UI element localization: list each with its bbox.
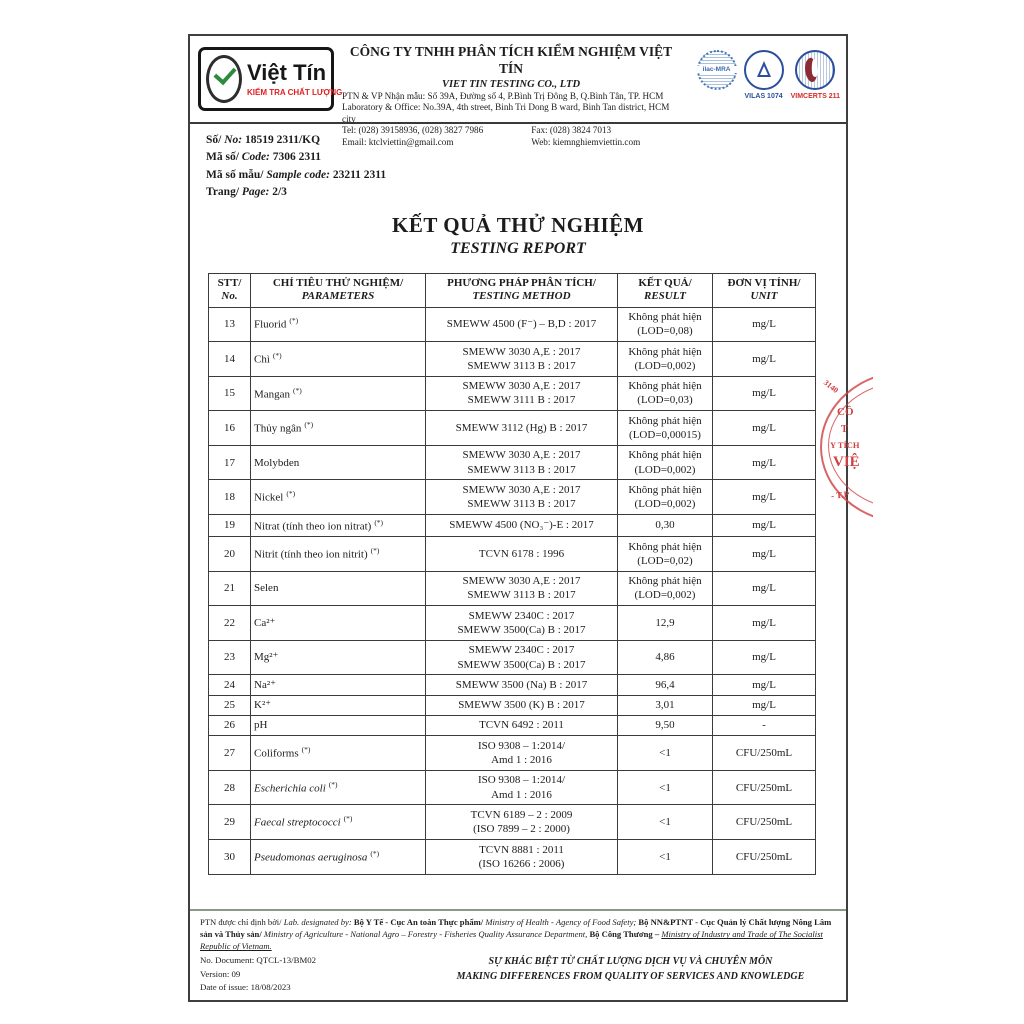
cell-unit: mg/L xyxy=(713,307,816,342)
col-unit: ĐƠN VỊ TÍNH/ UNIT xyxy=(713,274,816,308)
cell-result: 3,01 xyxy=(618,695,713,715)
cell-method: SMEWW 3112 (Hg) B : 2017 xyxy=(426,411,618,446)
cell-parameter: pH xyxy=(251,715,426,735)
fax: Fax: (028) 3824 7013 xyxy=(531,125,612,136)
page-footer xyxy=(190,909,846,1000)
cell-parameter: Thủy ngân (*) xyxy=(251,411,426,446)
cell-method: TCVN 6178 : 1996 xyxy=(426,537,618,572)
vimcerts-badge xyxy=(791,50,840,100)
sample-code-line: Mã số mẫu/ Sample code: 23211 2311 xyxy=(206,168,387,181)
table-header-row xyxy=(209,274,816,308)
cell-result: Không phát hiện (LOD=0,002) xyxy=(618,480,713,515)
table-row xyxy=(209,736,816,771)
cell-unit: mg/L xyxy=(713,342,816,377)
cell-parameter: Escherichia coli (*) xyxy=(251,770,426,805)
slogan-vi: SỰ KHÁC BIỆT TỪ CHẤT LƯỢNG DỊCH VỤ VÀ CHUYÊN MÔN xyxy=(488,956,773,968)
cell-unit: CFU/250mL xyxy=(713,736,816,771)
company-info xyxy=(342,44,680,148)
cell-method: SMEWW 3030 A,E : 2017 SMEWW 3113 B : 2017 xyxy=(426,342,618,377)
vimcerts-label: VIMCERTS 211 xyxy=(790,93,840,100)
cell-no: 20 xyxy=(209,537,251,572)
slogan-en: MAKING DIFFERENCES FROM QUALITY OF SERVICES AND KNOWLEDGE xyxy=(456,971,805,983)
table-row xyxy=(209,515,816,537)
cell-unit: mg/L xyxy=(713,445,816,480)
website: Web: kiemnghiemviettin.com xyxy=(531,136,641,147)
cell-parameter: K²⁺ xyxy=(251,695,426,715)
cell-method: SMEWW 4500 (F⁻) – B,D : 2017 xyxy=(426,307,618,342)
cell-parameter: Pseudomonas aeruginosa (*) xyxy=(251,840,426,875)
cell-parameter: Faecal streptococci (*) xyxy=(251,805,426,840)
cell-result: 9,50 xyxy=(618,715,713,735)
table-row xyxy=(209,675,816,695)
email: Email: ktclviettin@gmail.com xyxy=(342,136,454,147)
cell-parameter: Coliforms (*) xyxy=(251,736,426,771)
cell-result: Không phát hiện (LOD=0,02) xyxy=(618,537,713,572)
cell-no: 21 xyxy=(209,571,251,606)
cell-parameter: Na²⁺ xyxy=(251,675,426,695)
cell-result: 96,4 xyxy=(618,675,713,695)
table-row xyxy=(209,606,816,641)
cell-result: <1 xyxy=(618,736,713,771)
cell-result: Không phát hiện (LOD=0,002) xyxy=(618,445,713,480)
cell-parameter: Mg²⁺ xyxy=(251,640,426,675)
cell-no: 15 xyxy=(209,376,251,411)
vilas-emblem-icon xyxy=(744,50,784,90)
document-control-block xyxy=(200,954,429,994)
cell-parameter: Nickel (*) xyxy=(251,480,426,515)
vilas-label: VILAS 1074 xyxy=(744,93,783,100)
col-method: PHƯƠNG PHÁP PHÂN TÍCH/ TESTING METHOD xyxy=(426,274,618,308)
stamp-ring-icon xyxy=(820,370,873,524)
table-row xyxy=(209,537,816,572)
cell-result: <1 xyxy=(618,840,713,875)
accreditation-badges xyxy=(688,44,840,100)
company-name-vi: CÔNG TY TNHH PHÂN TÍCH KIỂM NGHIỆM VIỆT TÍN xyxy=(349,44,673,76)
table-row xyxy=(209,411,816,446)
cell-unit: mg/L xyxy=(713,606,816,641)
cell-method: TCVN 6189 – 2 : 2009 (ISO 7899 – 2 : 2000) xyxy=(426,805,618,840)
cell-result: Không phát hiện (LOD=0,00015) xyxy=(618,411,713,446)
cell-unit: mg/L xyxy=(713,695,816,715)
cell-result: 4,86 xyxy=(618,640,713,675)
cell-parameter: Nitrat (tính theo ion nitrat) (*) xyxy=(251,515,426,537)
title-en: TESTING REPORT xyxy=(450,240,586,257)
table-row xyxy=(209,770,816,805)
col-no: STT/ No. xyxy=(209,274,251,308)
footer-doc-number: No. Document: QTCL-13/BM02 xyxy=(200,955,317,966)
col-parameters: CHỈ TIÊU THỬ NGHIỆM/ PARAMETERS xyxy=(251,274,426,308)
cell-parameter: Ca²⁺ xyxy=(251,606,426,641)
results-table xyxy=(208,273,816,875)
address-en: Laboratory & Office: No.39A, 4th street, Binh Tri Dong B ward, Binh Tan district, HCM city xyxy=(342,102,670,124)
ilac-globe-icon: ilac-MRA xyxy=(697,50,737,90)
cell-parameter: Mangan (*) xyxy=(251,376,426,411)
cell-result: Không phát hiện (LOD=0,002) xyxy=(618,571,713,606)
cell-result: Không phát hiện (LOD=0,002) xyxy=(618,342,713,377)
table-row xyxy=(209,307,816,342)
cell-method: SMEWW 3030 A,E : 2017 SMEWW 3113 B : 2017 xyxy=(426,445,618,480)
cell-no: 25 xyxy=(209,695,251,715)
cell-no: 14 xyxy=(209,342,251,377)
cell-result: <1 xyxy=(618,805,713,840)
cell-unit: mg/L xyxy=(713,480,816,515)
cell-method: SMEWW 3030 A,E : 2017 SMEWW 3113 B : 2017 xyxy=(426,571,618,606)
vimcerts-emblem-icon xyxy=(795,50,835,90)
red-company-stamp: 3140 CÔ T Y TÍCH VIỆ - T.P xyxy=(815,366,873,528)
cell-no: 19 xyxy=(209,515,251,537)
doc-number-line: Số/ No: 18519 2311/KQ xyxy=(206,134,321,146)
table-row xyxy=(209,342,816,377)
company-logo xyxy=(198,47,343,111)
cell-unit: CFU/250mL xyxy=(713,840,816,875)
cell-method: ISO 9308 – 1:2014/ Amd 1 : 2016 xyxy=(426,736,618,771)
cell-unit: mg/L xyxy=(713,537,816,572)
cell-method: TCVN 6492 : 2011 xyxy=(426,715,618,735)
table-row xyxy=(209,480,816,515)
logo-tagline: KIỂM TRA CHẤT LƯỢNG xyxy=(247,87,343,97)
table-row xyxy=(209,715,816,735)
cell-unit: mg/L xyxy=(713,571,816,606)
footer-issue-date: Date of issue: 18/08/2023 xyxy=(200,981,291,992)
cell-method: SMEWW 2340C : 2017 SMEWW 3500(Ca) B : 2017 xyxy=(426,640,618,675)
doc-code-line: Mã số/ Code: 7306 2311 xyxy=(206,151,322,164)
table-row xyxy=(209,640,816,675)
cell-no: 28 xyxy=(209,770,251,805)
cell-method: SMEWW 3030 A,E : 2017 SMEWW 3111 B : 2017 xyxy=(426,376,618,411)
cell-unit: mg/L xyxy=(713,675,816,695)
table-row xyxy=(209,805,816,840)
title-vi: KẾT QUẢ THỬ NGHIỆM xyxy=(392,213,644,237)
cell-parameter: Fluorid (*) xyxy=(251,307,426,342)
cell-unit: mg/L xyxy=(713,411,816,446)
cell-method: SMEWW 3500 (K) B : 2017 xyxy=(426,695,618,715)
cell-result: Không phát hiện (LOD=0,03) xyxy=(618,376,713,411)
cell-parameter: Molybden xyxy=(251,445,426,480)
cell-method: SMEWW 2340C : 2017 SMEWW 3500(Ca) B : 2017 xyxy=(426,606,618,641)
address-vi: PTN & VP Nhận mẫu: Số 39A, Đường số 4, P.Bình Trị Đông B, Q.Bình Tân, TP. HCM xyxy=(342,90,664,101)
cell-unit: CFU/250mL xyxy=(713,805,816,840)
tel: Tel: (028) 39158936, (028) 3827 7986 xyxy=(342,125,484,136)
cell-no: 18 xyxy=(209,480,251,515)
ilac-mra-badge xyxy=(697,50,737,100)
cell-no: 27 xyxy=(209,736,251,771)
cell-unit: - xyxy=(713,715,816,735)
cell-no: 17 xyxy=(209,445,251,480)
cell-result: <1 xyxy=(618,770,713,805)
cell-method: TCVN 8881 : 2011 (ISO 16266 : 2006) xyxy=(426,840,618,875)
lab-designation-text: PTN được chỉ định bởi/ Lab. designated by: Bộ Y Tế - Cục An toàn Thực phẩm/ Ministry of Health - Agency of Food Safety; Bộ NN&PTNT - Cục Quản lý Chất lượng Nông Lâm sản và Thủy sản/ Ministry of Agriculture - National Agro – Forestry - Fisheries Quality Assurance Department, Bộ Công Thương – Ministry of Industry and Trade of The Socialist Republic of Vietnam. xyxy=(200,917,832,952)
checkmark-icon xyxy=(206,55,242,103)
report-title xyxy=(190,213,846,258)
cell-no: 29 xyxy=(209,805,251,840)
cell-unit: mg/L xyxy=(713,376,816,411)
cell-unit: CFU/250mL xyxy=(713,770,816,805)
logo-brand-text: Việt Tín xyxy=(247,60,327,86)
cell-result: 12,9 xyxy=(618,606,713,641)
cell-method: SMEWW 3030 A,E : 2017 SMEWW 3113 B : 2017 xyxy=(426,480,618,515)
cell-no: 23 xyxy=(209,640,251,675)
cell-method: ISO 9308 – 1:2014/ Amd 1 : 2016 xyxy=(426,770,618,805)
table-row xyxy=(209,376,816,411)
cell-no: 24 xyxy=(209,675,251,695)
cell-parameter: Nitrit (tính theo ion nitrit) (*) xyxy=(251,537,426,572)
table-row xyxy=(209,571,816,606)
col-result: KẾT QUẢ/ RESULT xyxy=(618,274,713,308)
footer-version: Version: 09 xyxy=(200,968,241,979)
report-page xyxy=(188,34,860,1002)
cell-no: 26 xyxy=(209,715,251,735)
company-slogan xyxy=(429,954,836,994)
cell-unit: mg/L xyxy=(713,515,816,537)
table-row xyxy=(209,445,816,480)
table-row xyxy=(209,695,816,715)
cell-no: 16 xyxy=(209,411,251,446)
cell-method: SMEWW 3500 (Na) B : 2017 xyxy=(426,675,618,695)
cell-parameter: Selen xyxy=(251,571,426,606)
cell-result: 0,30 xyxy=(618,515,713,537)
cell-no: 22 xyxy=(209,606,251,641)
cell-no: 30 xyxy=(209,840,251,875)
table-row xyxy=(209,840,816,875)
cell-unit: mg/L xyxy=(713,640,816,675)
company-name-en: VIET TIN TESTING CO., LTD xyxy=(441,78,581,90)
cell-no: 13 xyxy=(209,307,251,342)
cell-parameter: Chì (*) xyxy=(251,342,426,377)
cell-result: Không phát hiện (LOD=0,08) xyxy=(618,307,713,342)
vilas-badge xyxy=(744,50,784,100)
cell-method: SMEWW 4500 (NO₃⁻)-E : 2017 xyxy=(426,515,618,537)
page-number-line: Trang/ Page: 2/3 xyxy=(206,185,287,198)
